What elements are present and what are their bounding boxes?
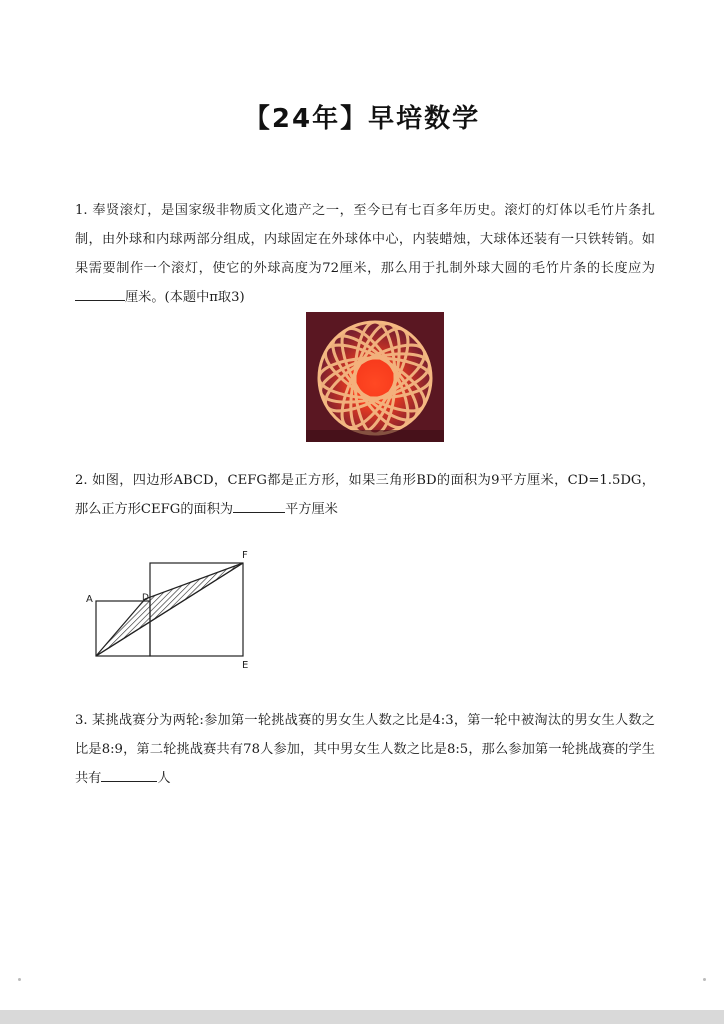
label-d: D — [142, 593, 149, 603]
question-3 — [75, 706, 655, 793]
answer-blank-1[interactable] — [75, 286, 125, 301]
question-3-suffix: 人 — [157, 771, 171, 786]
squares-geometry-figure — [80, 540, 270, 670]
answer-blank-3[interactable] — [101, 767, 157, 782]
label-e: E — [242, 660, 249, 670]
question-2-suffix: 平方厘米 — [285, 502, 338, 517]
question-1 — [75, 196, 655, 312]
bottom-strip — [0, 1010, 724, 1024]
question-3-text: 3. 某挑战赛分为两轮:参加第一轮挑战赛的男女生人数之比是4:3，第一轮中被淘汰的男女生人数之比是8:9，第二轮挑战赛共有78人参加，其中男女生人数之比是8:5，那么参加第一轮挑战赛的学生共有 — [75, 713, 655, 786]
question-2-text: 2. 如图，四边形ABCD，CEFG都是正方形，如果三角形BD的面积为9平方厘米，CD=1.5DG，那么正方形CEFG的面积为 — [75, 473, 655, 517]
label-a: A — [86, 594, 93, 605]
corner-mark — [703, 978, 706, 981]
corner-mark — [18, 978, 21, 981]
question-1-suffix: 厘米。(本题中π取3) — [125, 290, 245, 305]
page-title: 【24年】早培数学 — [243, 104, 481, 134]
question-1-text: 1. 奉贤滚灯，是国家级非物质文化遗产之一，至今已有七百多年历史。滚灯的灯体以毛竹片条扎制，由外球和内球两部分组成，内球固定在外球体中心，内装蜡烛，大球体还装有一只铁转销。如果需要制作一个滚灯，使它的外球高度为72厘米，那么用于扎制外球大圆的毛竹片条的长度应为 — [75, 203, 655, 276]
label-f: F — [242, 550, 248, 561]
answer-blank-2[interactable] — [233, 498, 285, 513]
rolling-lantern-photo — [306, 312, 444, 442]
question-2 — [75, 466, 655, 524]
